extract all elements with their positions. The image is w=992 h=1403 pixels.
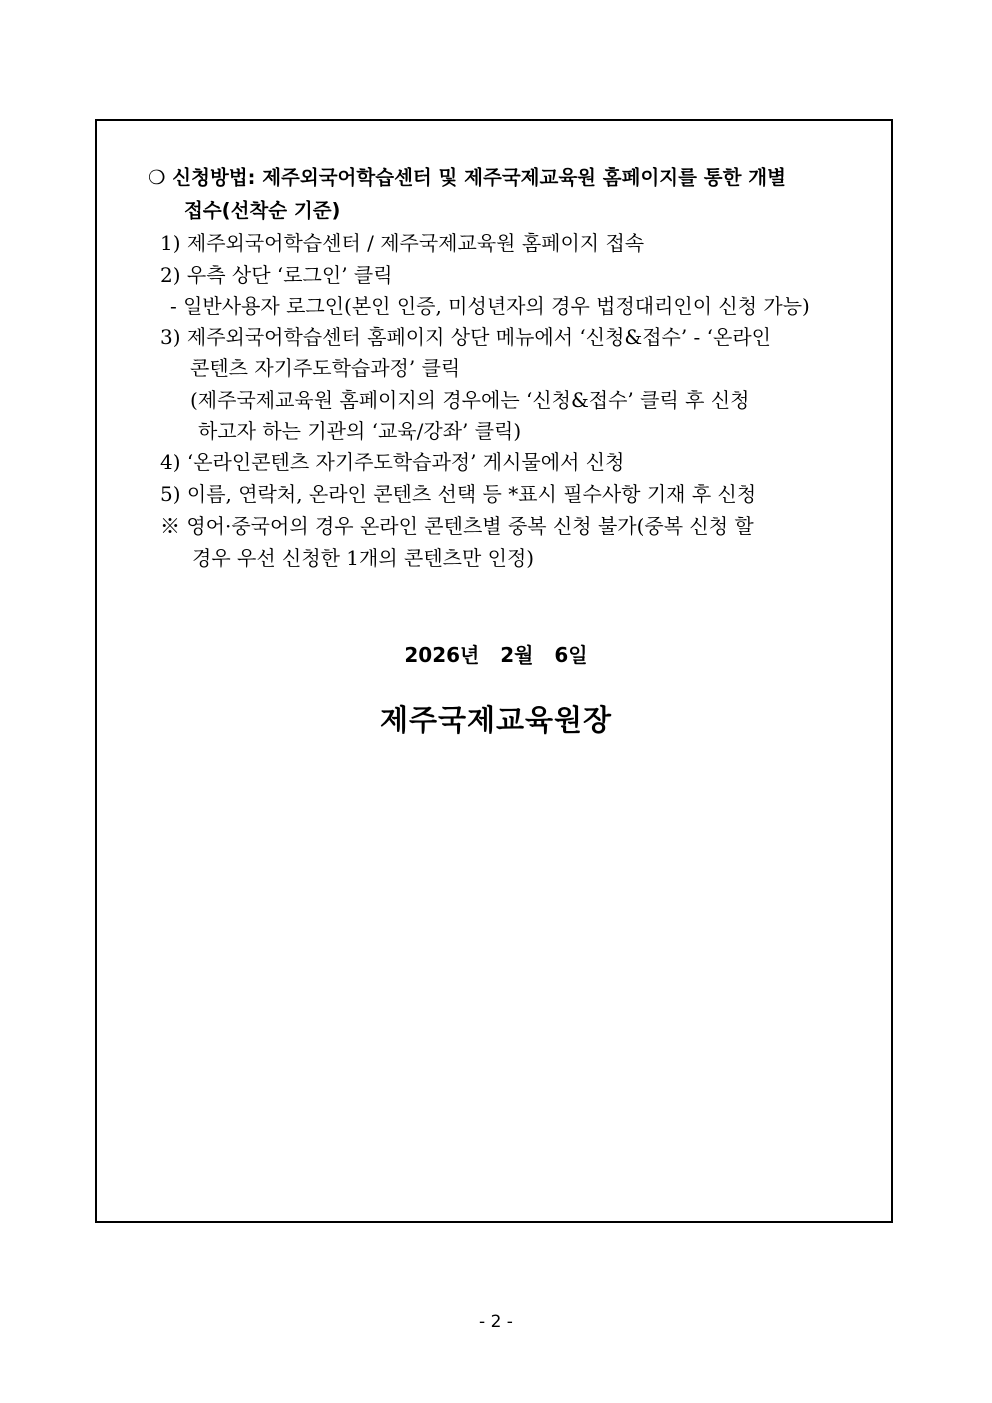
issue-date: 2026년 2월 6일 [404,643,588,667]
step-2-note: - 일반사용자 로그인(본인 인증, 미성년자의 경우 법정대리인이 신청 가능) [170,294,810,318]
method-heading-continued: 접수(선착순 기준) [184,199,341,222]
step-3: 3) 제주외국어학습센터 홈페이지 상단 메뉴에서 ‘신청&접수’ - ‘온라인 [160,325,771,349]
step-3-continued: 콘텐츠 자기주도학습과정’ 클릭 [190,356,461,380]
page-number: - 2 - [479,1312,513,1332]
step-1: 1) 제주외국어학습센터 / 제주국제교육원 홈페이지 접속 [160,231,645,255]
caution-note-continued: 경우 우선 신청한 1개의 콘텐츠만 인정) [192,546,535,570]
step-3-note-continued: 하고자 하는 기관의 ‘교육/강좌’ 클릭) [198,419,522,443]
step-3-note: (제주국제교육원 홈페이지의 경우에는 ‘신청&접수’ 클릭 후 신청 [190,388,750,412]
issuer-title: 제주국제교육원장 [379,703,613,737]
caution-note: ※ 영어·중국어의 경우 온라인 콘텐츠별 중복 신청 불가(중복 신청 할 [160,514,754,538]
step-5: 5) 이름, 연락처, 온라인 콘텐츠 선택 등 *표시 필수사항 기재 후 신청 [160,482,757,506]
method-heading: ❍ 신청방법: 제주외국어학습센터 및 제주국제교육원 홈페이지를 통한 개별 [148,166,786,189]
step-2: 2) 우측 상단 ‘로그인’ 클릭 [160,263,393,287]
step-4: 4) ‘온라인콘텐츠 자기주도학습과정’ 게시물에서 신청 [160,450,625,474]
